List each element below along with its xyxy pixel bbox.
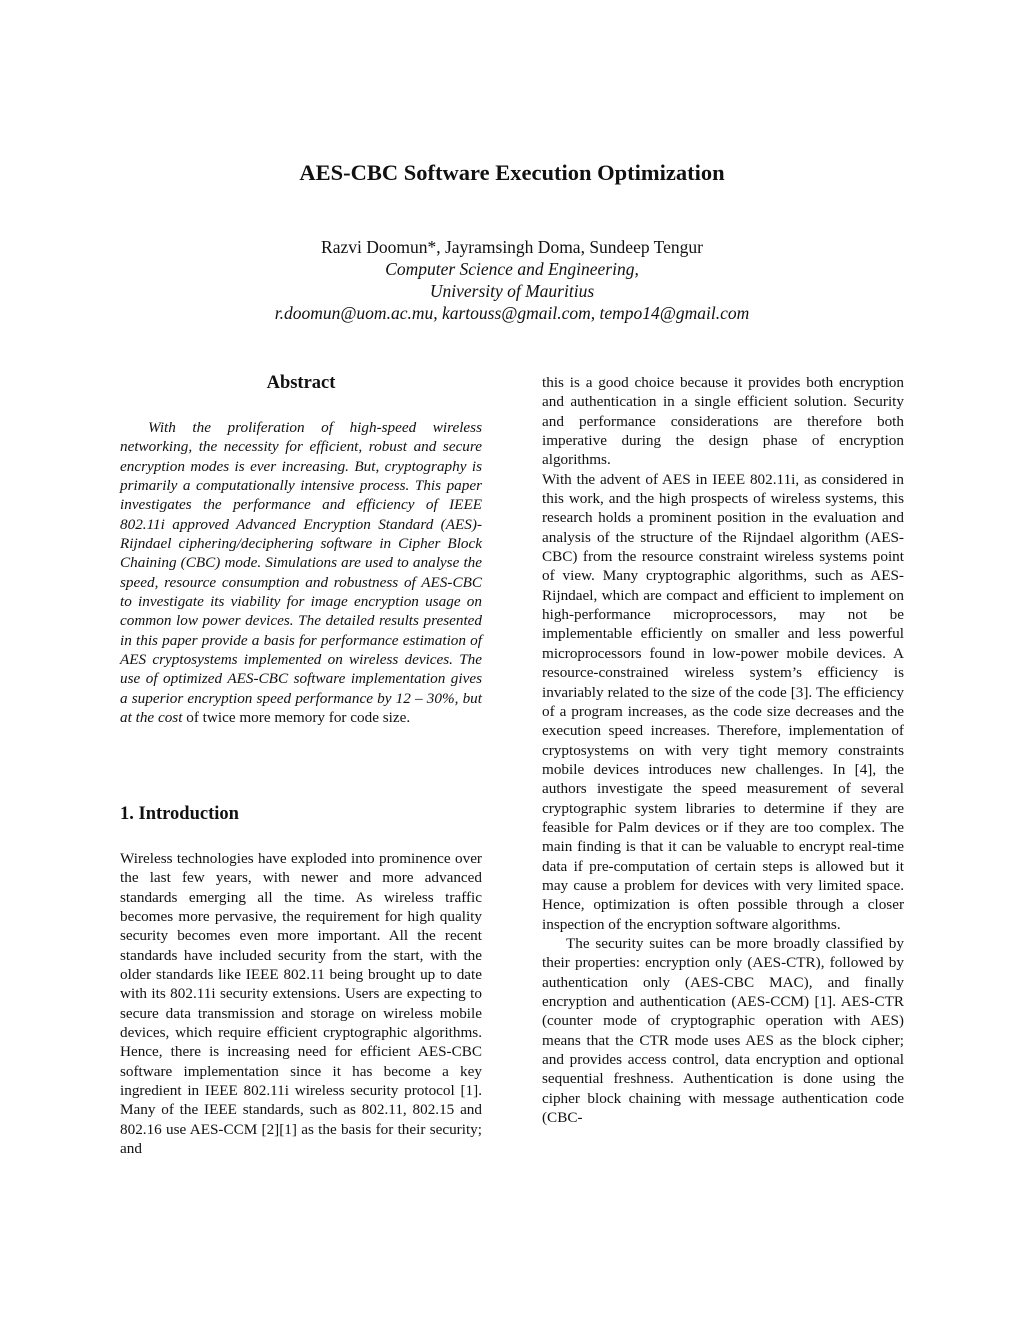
right-paragraph-2: With the advent of AES in IEEE 802.11i, as considered in this work, and the high prospects of wireless systems, this research holds a prominent position in the evaluation and analysis of the structure of the Rijndael algorithm (AES-CBC) from the resource constraint wireless systems point of view. Many cryptographic algorithms, such as AES-Rijndael, which are compact and efficient to implement on high-performance microprocessors, may not be implementable efficiently on smaller and less powerful microprocessors found in low-power mobile devices. A resource-constrained wireless system’s efficiency is invariably related to the size of the code [3]. The efficiency of a program increases, as the code size decreases and the execution speed increases. Therefore, implementation of cryptosystems on with very tight memory constraints mobile devices introduces new challenges. In [4], the authors investigate the speed measurement of several cryptographic system libraries to determine if they are feasible for Palm devices or if they are too complex. The main finding is that it can be valuable to encrypt real-time data if pre-computation of certain steps is allowed but it may cause a problem for devices with very limited space. Hence, optimization is often possible through a closer inspection of the encryption software algorithms. <box>542 470 904 933</box>
abstract-italic-text: With the proliferation of high-speed wireless networking, the necessity for efficient, robust and secure encryption modes is ever increasing. But, cryptography is primarily a computationally intensive process. This paper investigates the performance and efficiency of IEEE 802.11i approved Advanced Encryption Standard (AES)-Rijndael ciphering/deciphering software in Cipher Block Chaining (CBC) mode. Simulations are used to analyse the speed, resource consumption and robustness of AES-CBC to investigate its viability for image encryption usage on common low power devices. The detailed results presented in this paper provide a basis for performance estimation of AES cryptosystems implemented on wireless devices. The use of optimized AES-CBC software implementation gives a superior encryption speed performance by 12 – 30%, but at the cost <box>120 419 482 727</box>
abstract-body <box>120 418 482 728</box>
abstract-tail-text: of twice more memory for code size. <box>182 709 411 727</box>
author-block <box>0 236 1024 324</box>
introduction-paragraph: Wireless technologies have exploded into prominence over the last few years, with newer and more advanced standards emerging all the time. As wireless traffic becomes more pervasive, the requirement for high quality security becomes even more important. All the recent standards have included security from the start, with the older standards like IEEE 802.11 being brought up to date with its 802.11i security extensions. Users are expecting to secure data transmission and storage on wireless mobile devices, which require efficient cryptographic algorithms. Hence, there is increasing need for efficient AES-CBC software implementation since it has become a key ingredient in IEEE 802.11i wireless security protocol [1]. Many of the IEEE standards, such as 802.11, 802.15 and 802.16 use AES-CCM [2][1] as the basis for their security; and <box>120 850 482 1158</box>
right-paragraph-1: this is a good choice because it provides both encryption and authentication in a single efficient solution. Security and performance considerations are therefore both imperative during the design phase of encryption algorithms. <box>542 374 904 469</box>
affiliation-dept: Computer Science and Engineering, <box>385 259 639 279</box>
author-names: Razvi Doomun*, Jayramsingh Doma, Sundeep Tengur <box>321 237 703 257</box>
affiliation-university: University of Mauritius <box>429 281 595 301</box>
abstract-heading: Abstract <box>266 373 336 393</box>
abstract-paragraph <box>120 418 482 728</box>
right-paragraph-3: The security suites can be more broadly classified by their properties: encryption only (AES-CTR), followed by authentication only (AES-CBC MAC), and finally encryption and authentication (AES-CCM) [1]. AES-CTR (counter mode of cryptographic operation with AES) means that the CTR mode uses AES as the block cipher; and provides access control, data encryption and optional sequential freshness. Authentication is done using the cipher block chaining with message authentication code (CBC- <box>542 934 904 1127</box>
introduction-body <box>120 849 482 1159</box>
author-emails: r.doomun@uom.ac.mu, kartouss@gmail.com, tempo14@gmail.com <box>274 303 750 323</box>
right-column <box>542 373 904 1127</box>
section-heading-introduction: 1. Introduction <box>120 804 239 824</box>
paper-title: AES-CBC Software Execution Optimization <box>299 160 725 185</box>
